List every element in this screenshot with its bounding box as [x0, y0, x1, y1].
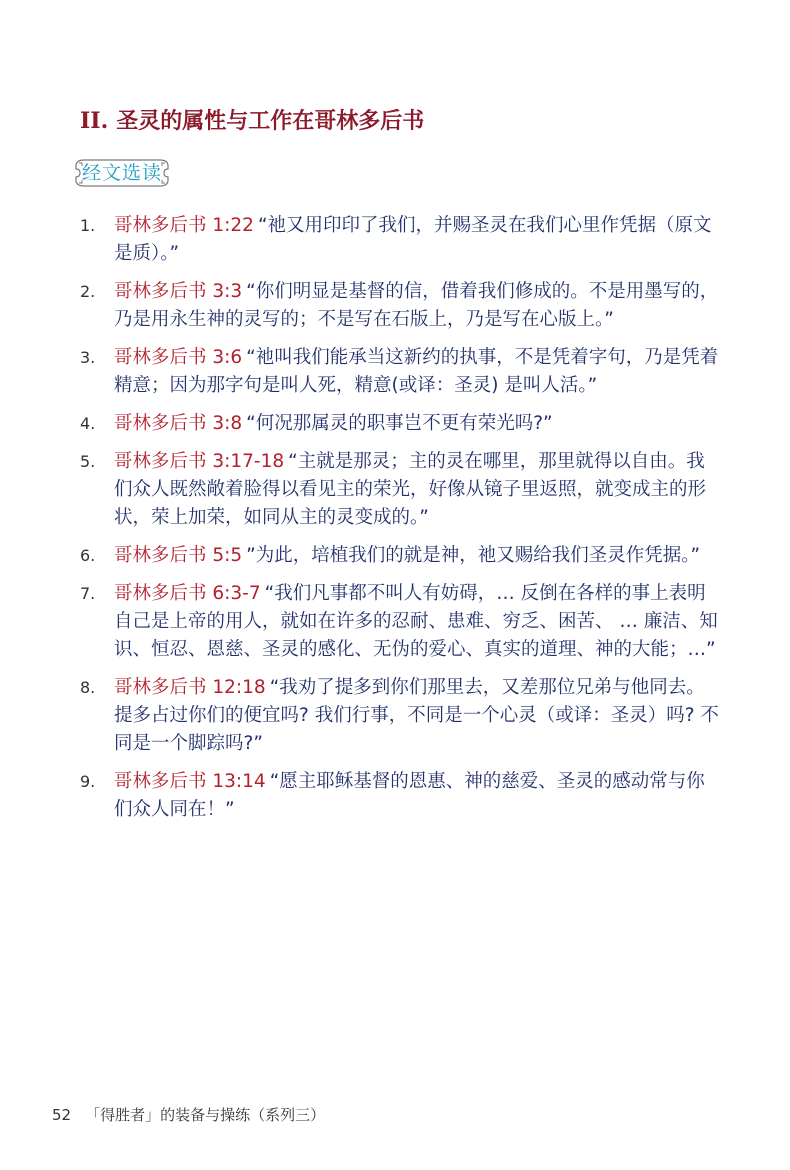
verse-text: “你们明显是基督的信，借着我们修成的。不是用墨写的，乃是用永生神的灵写的；不是写在石版上，乃是写在心版上。” — [114, 281, 719, 330]
verse-number: 9. — [80, 772, 96, 791]
book-title: 「得胜者」的装备与操练（系列三） — [85, 1106, 326, 1124]
verse-number: 6. — [80, 546, 96, 565]
verse-number: 7. — [80, 584, 96, 603]
verse-item — [80, 410, 720, 438]
verse-reference: 哥林多后书 13:14 — [114, 771, 266, 792]
verse-item — [80, 278, 720, 334]
verse-reference: 哥林多后书 6:3-7 — [114, 583, 261, 604]
verse-text: “祂叫我们能承当这新约的执事，不是凭着字句，乃是凭着精意；因为那字句是叫人死，精意(或译：圣灵) 是叫人活。” — [114, 347, 719, 396]
verse-number: 8. — [80, 678, 96, 697]
verse-text: “我劝了提多到你们那里去，又差那位兄弟与他同去。提多占过你们的便宜吗? 我们行事，不同是一个心灵（或译：圣灵）吗? 不同是一个脚踪吗?” — [114, 677, 719, 754]
verse-item — [80, 580, 720, 664]
tag-label: 经文选读 — [81, 162, 162, 184]
verse-reference: 哥林多后书 3:3 — [114, 281, 243, 302]
page-footer — [52, 1104, 325, 1125]
verse-number: 3. — [80, 348, 96, 367]
verse-item — [80, 768, 720, 824]
section-number: II. — [80, 108, 109, 134]
verse-text: “主就是那灵；主的灵在哪里，那里就得以自由。我们众人既然敞着脸得以看见主的荣光，好像从镜子里返照，就变成主的形状，荣上加荣，如同从主的灵变成的。” — [114, 451, 707, 528]
verse-number: 4. — [80, 414, 96, 433]
section-title: 圣灵的属性与工作在哥林多后书 — [116, 108, 425, 134]
verse-reference: 哥林多后书 1:22 — [114, 215, 254, 236]
verse-item — [80, 212, 720, 268]
verse-list — [80, 212, 720, 834]
verse-item — [80, 344, 720, 400]
verse-text: ”为此，培植我们的就是神，祂又赐给我们圣灵作凭据。” — [246, 545, 701, 566]
page-number: 52 — [52, 1106, 72, 1124]
verse-number: 2. — [80, 282, 96, 301]
verse-item — [80, 448, 720, 532]
verse-text: “何况那属灵的职事岂不更有荣光吗?” — [246, 413, 553, 434]
verse-reference: 哥林多后书 5:5 — [114, 545, 243, 566]
scripture-reading-tag — [74, 158, 170, 188]
verse-text: “愿主耶稣基督的恩惠、神的慈爱、圣灵的感动常与你们众人同在！” — [114, 771, 705, 820]
verse-reference: 哥林多后书 3:8 — [114, 413, 243, 434]
verse-number: 1. — [80, 216, 96, 235]
verse-item — [80, 674, 720, 758]
verse-item — [80, 542, 720, 570]
verse-number: 5. — [80, 452, 96, 471]
verse-text: “祂又用印印了我们，并赐圣灵在我们心里作凭据（原文是质）。” — [114, 215, 712, 264]
verse-reference: 哥林多后书 12:18 — [114, 677, 266, 698]
verse-reference: 哥林多后书 3:6 — [114, 347, 243, 368]
verse-reference: 哥林多后书 3:17-18 — [114, 451, 285, 472]
section-heading — [80, 104, 424, 135]
verse-text: “我们凡事都不叫人有妨碍，… 反倒在各样的事上表明自己是上帝的用人，就如在许多的忍耐、患难、穷乏、困苦、 … 廉洁、知识、恒忍、恩慈、圣灵的感化、无伪的爱心、真实的道理、神的大能；…” — [114, 583, 718, 660]
